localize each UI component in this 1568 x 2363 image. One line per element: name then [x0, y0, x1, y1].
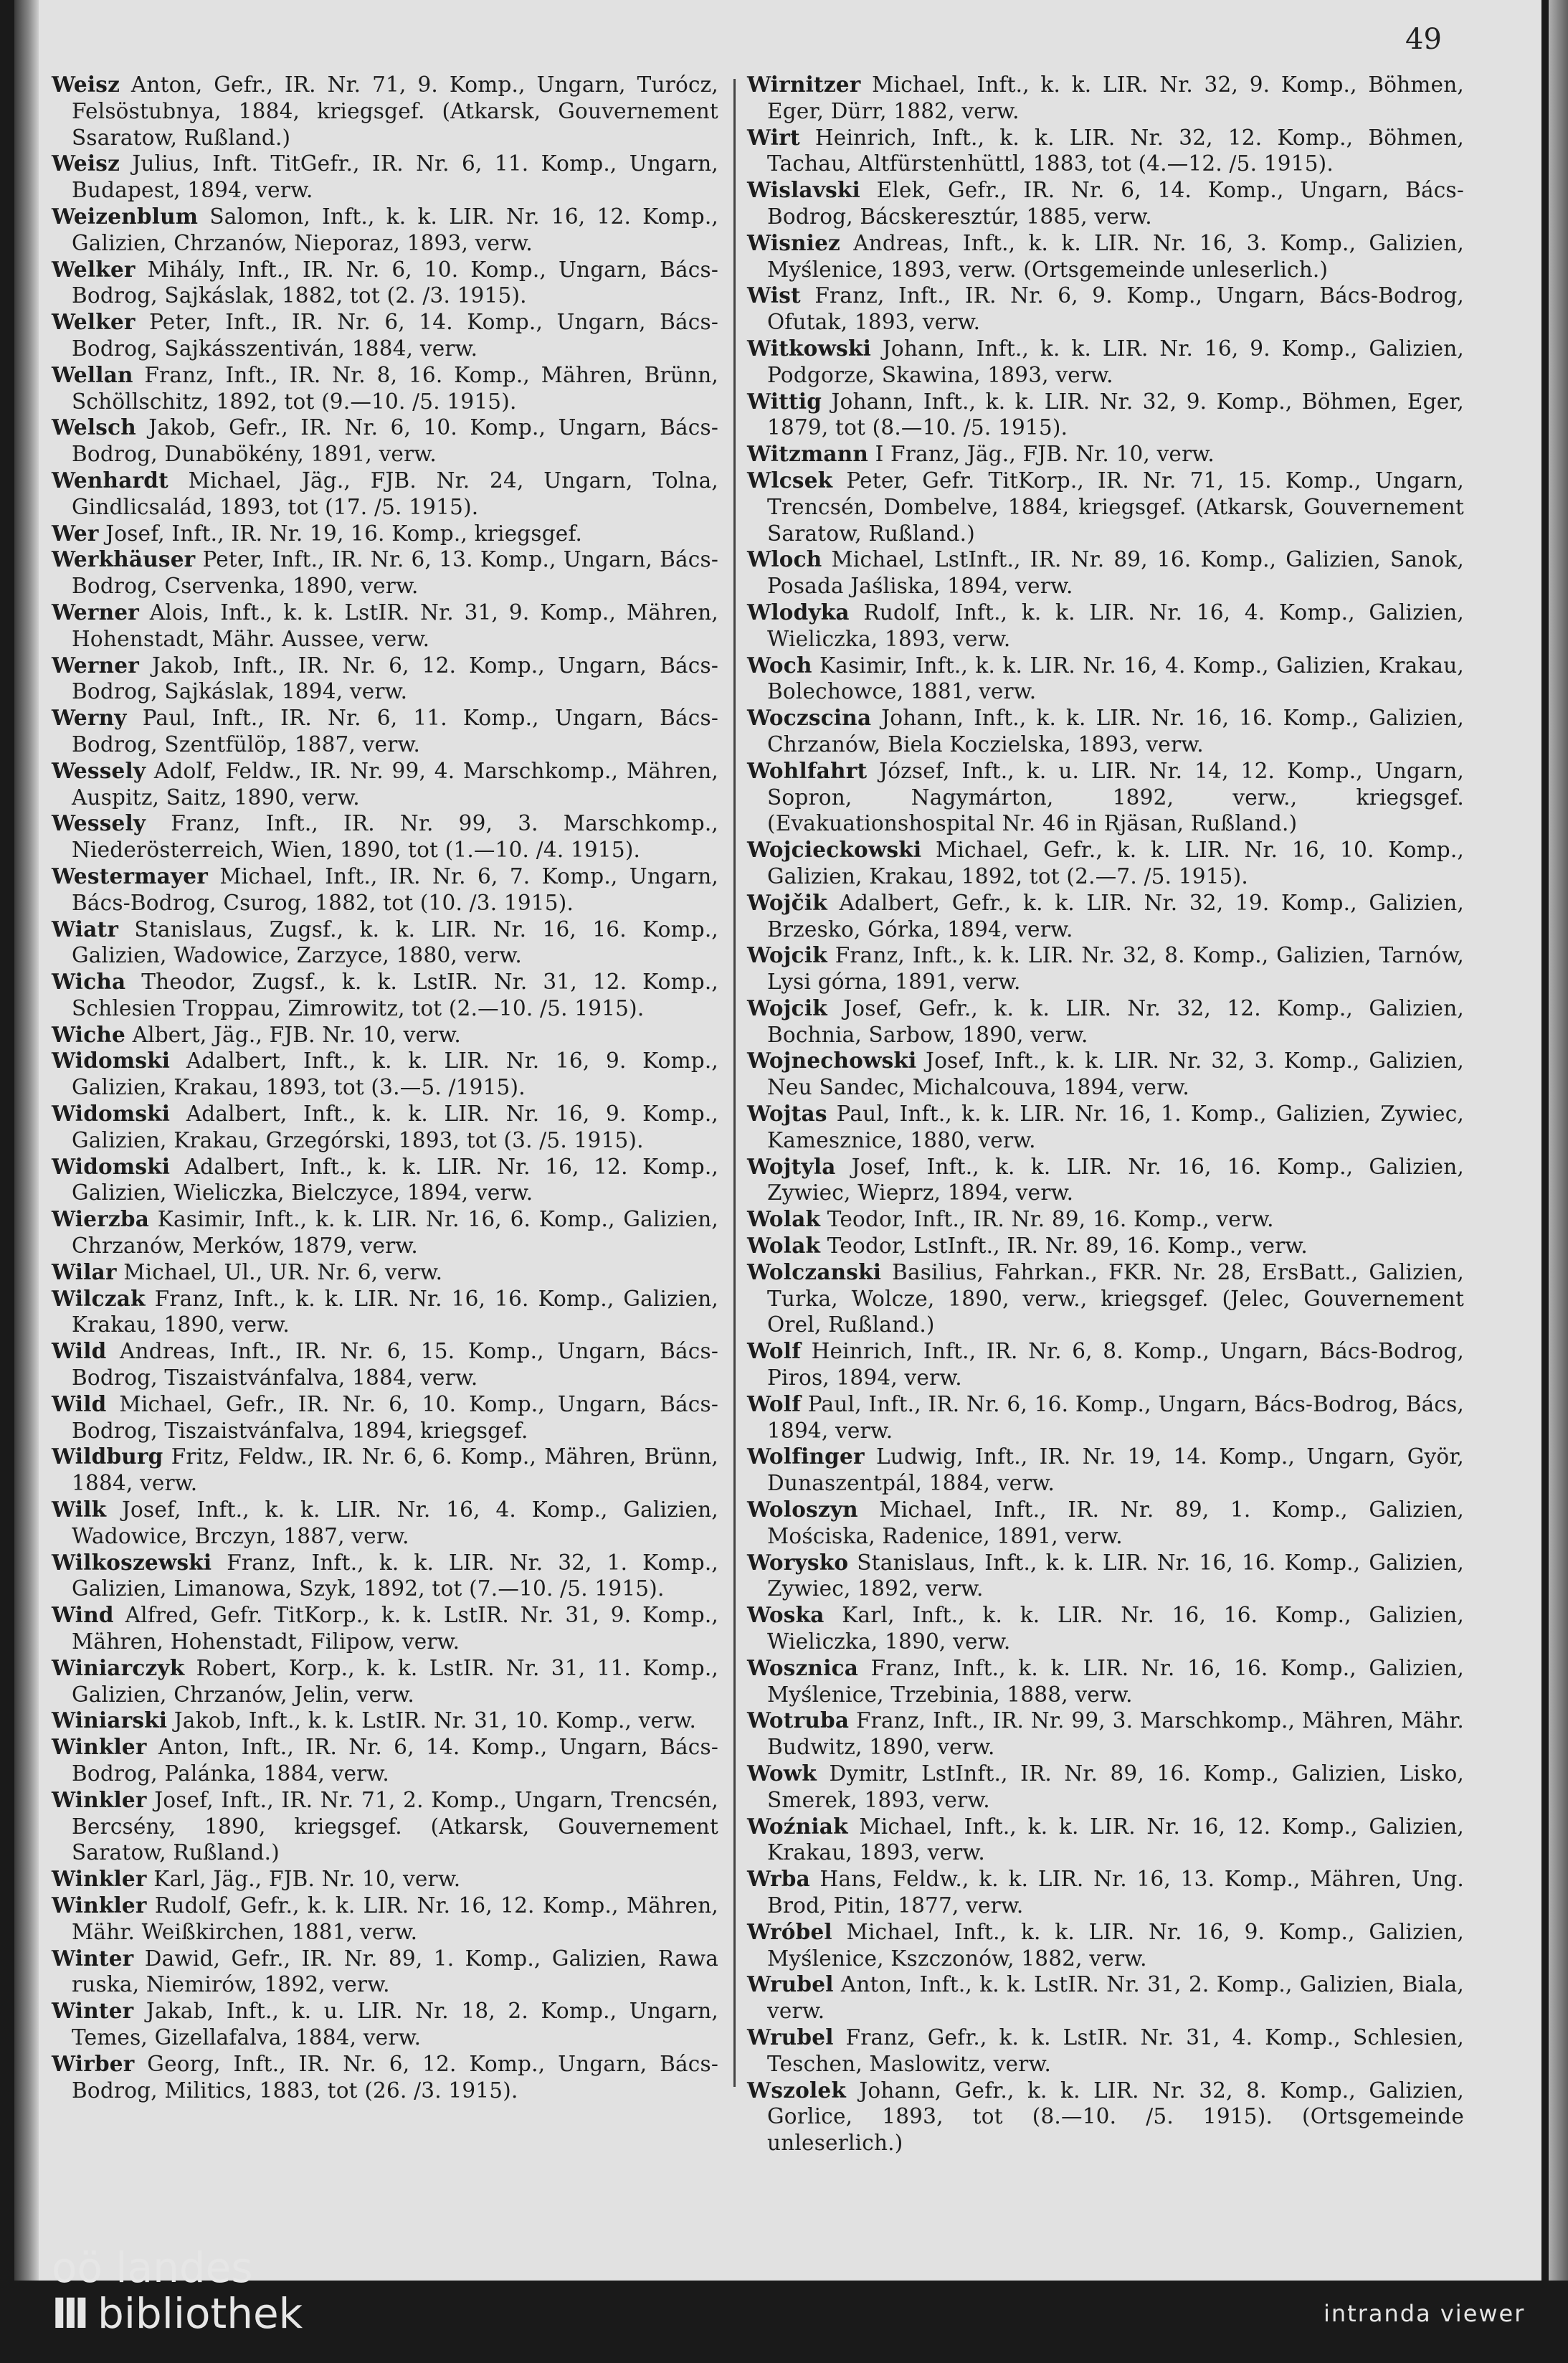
register-entry	[747, 230, 1464, 283]
register-entry	[747, 389, 1464, 442]
entry-surname: Wer	[52, 520, 99, 546]
entry-details: Michael, Ul., UR. Nr. 6, verw.	[116, 1259, 443, 1284]
entry-details: Jakob, Inft., k. k. LstIR. Nr. 31, 10. Komp., verw.	[167, 1708, 697, 1733]
entry-surname: Winkler	[52, 1866, 147, 1892]
register-entry	[747, 600, 1464, 653]
entry-surname: Widomski	[52, 1101, 171, 1127]
entry-surname: Winter	[52, 1998, 134, 2024]
entry-details: Peter, Inft., IR. Nr. 6, 13. Komp., Ungarn, Bács-Bodrog, Cservenka, 1890, verw.	[72, 547, 718, 599]
entry-surname: Wirber	[52, 2050, 135, 2076]
register-entry	[52, 257, 718, 310]
register-entry	[747, 336, 1464, 389]
entry-surname: Wolak	[747, 1233, 821, 1259]
right-column	[747, 72, 1464, 2156]
entry-surname: Wolf	[747, 1338, 802, 1364]
register-entry	[747, 1444, 1464, 1497]
entry-surname: Wenhardt	[52, 467, 168, 493]
entry-surname: Wilar	[52, 1259, 117, 1284]
register-entry	[747, 995, 1464, 1048]
register-entry	[52, 1550, 718, 1603]
register-entry	[747, 1206, 1464, 1233]
register-entry	[52, 1787, 718, 1866]
entry-details: Johann, Inft., k. k. LIR. Nr. 32, 9. Komp., Böhmen, Eger, 1879, tot (8.—10. /5. 1915).	[767, 389, 1464, 440]
register-entry	[747, 1708, 1464, 1761]
entry-details: Rudolf, Inft., k. k. LIR. Nr. 16, 4. Komp., Galizien, Wieliczka, 1893, verw.	[767, 600, 1464, 651]
register-entry	[747, 837, 1464, 890]
entry-details: Michael, Jäg., FJB. Nr. 24, Ungarn, Tolna, Gindlicsalád, 1893, tot (17. /5. 1915).	[72, 468, 718, 519]
entry-details: Adalbert, Inft., k. k. LIR. Nr. 16, 12. Komp., Galizien, Wieliczka, Bielczyce, 1894, verw.	[72, 1154, 718, 1206]
entry-surname: Widomski	[52, 1153, 171, 1179]
entry-surname: Wrba	[747, 1866, 810, 1892]
register-entry	[52, 1259, 718, 1286]
register-entry	[52, 309, 718, 362]
entry-details: Paul, Inft., IR. Nr. 6, 16. Komp., Ungarn, Bács-Bodrog, Bács, 1894, verw.	[767, 1391, 1464, 1443]
register-entry	[747, 72, 1464, 125]
register-entry	[747, 125, 1464, 178]
entry-surname: Wilk	[52, 1497, 107, 1523]
entry-surname: Winkler	[52, 1786, 147, 1812]
entry-surname: Wosznica	[747, 1654, 859, 1680]
register-entry	[52, 1206, 718, 1259]
entry-surname: Wilkoszewski	[52, 1549, 212, 1575]
logo-line-2-wrap	[52, 2291, 303, 2336]
left-column	[52, 72, 718, 2103]
register-entry	[747, 705, 1464, 758]
entry-details: Adalbert, Inft., k. k. LIR. Nr. 16, 9. Komp., Galizien, Krakau, Grzegórski, 1893, tot (3. /5. 1915).	[72, 1102, 718, 1152]
register-entry	[52, 969, 718, 1022]
page-number: 49	[1405, 23, 1442, 56]
register-entry	[52, 468, 718, 521]
entry-details: Theodor, Zugsf., k. k. LstIR. Nr. 31, 12. Komp., Schlesien Troppau, Zimrowitz, tot (2.—10. /5. 1915).	[72, 970, 718, 1021]
entry-details: Josef, Inft., IR. Nr. 19, 16. Komp., kriegsgef.	[98, 521, 583, 546]
entry-details: Franz, Inft., IR. Nr. 99, 3. Marschkomp., Niederösterreich, Wien, 1890, tot (1.—10. /4. 1915).	[72, 811, 718, 863]
entry-details: Michael, Inft., IR. Nr. 89, 1. Komp., Galizien, Mościska, Radenice, 1891, verw.	[767, 1497, 1464, 1548]
register-entry	[52, 758, 718, 811]
register-entry	[52, 521, 718, 547]
register-entry	[52, 863, 718, 917]
entry-details: Josef, Inft., IR. Nr. 71, 2. Komp., Ungarn, Trencsén, Bercsény, 1890, kriegsgef. (Atkarsk, Gouvernement Saratow, Rußland.)	[72, 1787, 718, 1865]
entry-details: Anton, Gefr., IR. Nr. 71, 9. Komp., Ungarn, Turócz, Felsöstubnya, 1884, kriegsgef. (Atkarsk, Gouvernement Ssaratow, Rußland.)	[72, 72, 718, 150]
entry-surname: Winkler	[52, 1734, 147, 1760]
entry-details: Franz, Gefr., k. k. LstIR. Nr. 31, 4. Komp., Schlesien, Teschen, Maslowitz, verw.	[767, 2025, 1464, 2076]
entry-details: Alois, Inft., k. k. LstIR. Nr. 31, 9. Komp., Mähren, Hohenstadt, Mähr. Aussee, verw.	[72, 600, 718, 651]
register-entry	[52, 705, 718, 758]
register-entry	[52, 1893, 718, 1946]
entry-surname: Wellan	[52, 361, 133, 387]
entry-surname: Wojčik	[747, 889, 827, 915]
entry-surname: Wojcik	[747, 995, 827, 1021]
entry-surname: Wilczak	[52, 1285, 146, 1311]
entry-details: Jakob, Gefr., IR. Nr. 6, 10. Komp., Ungarn, Bács-Bodrog, Dunabökény, 1891, verw.	[72, 415, 718, 467]
entry-surname: Widomski	[52, 1048, 171, 1074]
entry-details: Karl, Inft., k. k. LIR. Nr. 16, 16. Komp., Galizien, Wieliczka, 1890, verw.	[767, 1603, 1464, 1654]
register-entry	[52, 1946, 718, 1999]
entry-surname: Wolak	[747, 1206, 821, 1232]
entry-details: Basilius, Fahrkan., FKR. Nr. 28, ErsBatt., Galizien, Turka, Wolcze, 1890, verw., kriegsgef. (Jelec, Gouvernement Orel, Rußland.)	[767, 1259, 1464, 1337]
entry-surname: Wlcsek	[747, 467, 833, 493]
entry-details: Robert, Korp., k. k. LstIR. Nr. 31, 11. Komp., Galizien, Chrzanów, Jelin, verw.	[72, 1655, 718, 1707]
register-entry	[747, 653, 1464, 706]
register-entry	[747, 1919, 1464, 1972]
entry-details: Johann, Inft., k. k. LIR. Nr. 16, 9. Komp., Galizien, Podgorze, Skawina, 1893, verw.	[767, 336, 1464, 387]
entry-surname: Wolfinger	[747, 1444, 865, 1469]
entry-surname: Wirnitzer	[747, 72, 861, 97]
register-entry	[52, 72, 718, 151]
entry-details: I Franz, Jäg., FJB. Nr. 10, verw.	[868, 442, 1215, 467]
entry-details: Franz, Inft., k. k. LIR. Nr. 16, 16. Komp., Galizien, Myślenice, Trzebinia, 1888, verw.	[767, 1655, 1464, 1707]
entry-details: Dawid, Gefr., IR. Nr. 89, 1. Komp., Galizien, Rawa ruska, Niemirów, 1892, verw.	[72, 1946, 718, 1997]
entry-surname: Wolf	[747, 1391, 802, 1416]
register-entry	[52, 810, 718, 863]
entry-surname: Wirt	[747, 124, 800, 150]
entry-details: Rudolf, Gefr., k. k. LIR. Nr. 16, 12. Komp., Mähren, Mähr. Weißkirchen, 1881, verw.	[72, 1893, 718, 1944]
entry-details: Karl, Jäg., FJB. Nr. 10, verw.	[146, 1867, 461, 1892]
entry-details: Anton, Inft., k. k. LstIR. Nr. 31, 2. Komp., Galizien, Biala, verw.	[767, 1972, 1464, 2024]
entry-details: Kasimir, Inft., k. k. LIR. Nr. 16, 6. Komp., Galizien, Chrzanów, Merków, 1879, verw.	[72, 1207, 718, 1259]
register-entry	[52, 600, 718, 653]
register-entry	[52, 917, 718, 970]
register-entry	[747, 468, 1464, 546]
entry-surname: Wiatr	[52, 916, 119, 942]
register-entry	[52, 2051, 718, 2104]
entry-details: Michael, Gefr., IR. Nr. 6, 10. Komp., Ungarn, Bács-Bodrog, Tiszaistvánfalva, 1894, kriegsgef.	[72, 1391, 718, 1443]
entry-surname: Woch	[747, 652, 812, 678]
register-entry	[747, 1101, 1464, 1154]
register-entry	[747, 177, 1464, 230]
register-entry	[52, 1391, 718, 1444]
entry-surname: Wojcik	[747, 942, 827, 968]
register-entry	[52, 1655, 718, 1708]
entry-surname: Wojtyla	[747, 1153, 836, 1179]
register-entry	[52, 415, 718, 468]
entry-surname: Wróbel	[747, 1918, 832, 1944]
register-entry	[747, 441, 1464, 468]
entry-surname: Wojtas	[747, 1101, 827, 1127]
entry-details: Franz, Inft., k. k. LIR. Nr. 16, 16. Komp., Galizien, Krakau, 1890, verw.	[72, 1286, 718, 1337]
register-entry	[747, 2025, 1464, 2078]
entry-details: Elek, Gefr., IR. Nr. 6, 14. Komp., Ungarn, Bács-Bodrog, Bácskeresztúr, 1885, verw.	[767, 178, 1464, 229]
register-entry	[52, 1101, 718, 1154]
entry-details: Josef, Gefr., k. k. LIR. Nr. 32, 12. Komp., Galizien, Bochnia, Sarbow, 1890, verw.	[767, 995, 1464, 1047]
entry-details: Josef, Inft., k. k. LIR. Nr. 16, 16. Komp., Galizien, Zywiec, Wieprz, 1894, verw.	[767, 1154, 1464, 1206]
entry-surname: Werner	[52, 652, 139, 678]
entry-surname: Woczscina	[747, 705, 872, 731]
entry-details: Heinrich, Inft., IR. Nr. 6, 8. Komp., Ungarn, Bács-Bodrog, Piros, 1894, verw.	[767, 1339, 1464, 1391]
register-entry	[52, 362, 718, 415]
entry-details: Adalbert, Gefr., k. k. LIR. Nr. 32, 19. Komp., Galizien, Brzesko, Górka, 1894, verw.	[767, 890, 1464, 942]
entry-details: Kasimir, Inft., k. k. LIR. Nr. 16, 4. Komp., Galizien, Krakau, Bolechowce, 1881, verw.	[767, 653, 1464, 704]
logo-line-2: bibliothek	[98, 2289, 303, 2338]
entry-details: Teodor, LstInft., IR. Nr. 89, 16. Komp., verw.	[820, 1233, 1308, 1259]
page-left-edge	[14, 0, 39, 2281]
entry-surname: Weisz	[52, 151, 120, 176]
entry-surname: Wrubel	[747, 1971, 834, 1997]
viewer-label[interactable]: intranda viewer	[1324, 2300, 1526, 2327]
entry-surname: Wessely	[52, 810, 146, 836]
entry-surname: Westermayer	[52, 863, 209, 889]
logo-bars-icon: III	[52, 2289, 85, 2338]
entry-details: Michael, Inft., IR. Nr. 6, 7. Komp., Ungarn, Bács-Bodrog, Csurog, 1882, tot (10. /3. 1915).	[72, 863, 718, 915]
entry-surname: Wiche	[52, 1021, 125, 1047]
entry-surname: Wildburg	[52, 1444, 163, 1469]
register-entry	[52, 1734, 718, 1787]
entry-details: Paul, Inft., k. k. LIR. Nr. 16, 1. Komp., Galizien, Zywiec, Kamesznice, 1880, verw.	[767, 1102, 1464, 1152]
entry-surname: Woźniak	[747, 1813, 848, 1839]
register-entry	[52, 1444, 718, 1497]
register-entry	[52, 1866, 718, 1893]
register-entry	[52, 151, 718, 204]
register-entry	[52, 1286, 718, 1339]
entry-surname: Welker	[52, 256, 136, 282]
register-entry	[52, 1497, 718, 1550]
entry-details: Michael, Gefr., k. k. LIR. Nr. 16, 10. Komp., Galizien, Krakau, 1892, tot (2.—7. /5. 1915).	[767, 838, 1464, 889]
register-entry	[747, 758, 1464, 837]
register-entry	[52, 1022, 718, 1048]
entry-surname: Wojnechowski	[747, 1048, 917, 1074]
entry-details: Peter, Inft., IR. Nr. 6, 14. Komp., Ungarn, Bács-Bodrog, Sajkásszentiván, 1884, verw.	[72, 310, 718, 361]
entry-surname: Wszolek	[747, 2077, 846, 2103]
entry-surname: Wojcieckowski	[747, 837, 922, 863]
entry-surname: Wolczanski	[747, 1259, 882, 1284]
entry-surname: Witkowski	[747, 335, 872, 361]
register-entry	[747, 1761, 1464, 1814]
register-entry	[52, 1048, 718, 1101]
entry-surname: Wild	[52, 1391, 107, 1416]
entry-details: Dymitr, LstInft., IR. Nr. 89, 16. Komp., Galizien, Lisko, Smerek, 1893, verw.	[767, 1761, 1464, 1812]
logo-line-1: oö landes	[52, 2243, 253, 2292]
entry-surname: Wowk	[747, 1761, 817, 1786]
register-entry	[747, 1550, 1464, 1603]
register-entry	[747, 1233, 1464, 1259]
entry-details: Josef, Inft., k. k. LIR. Nr. 16, 4. Komp., Galizien, Wadowice, Brczyn, 1887, verw.	[72, 1497, 718, 1548]
register-entry	[747, 2078, 1464, 2156]
entry-surname: Witzmann	[747, 441, 869, 467]
entry-surname: Welker	[52, 309, 136, 335]
entry-surname: Wild	[52, 1338, 107, 1364]
entry-surname: Wisniez	[747, 229, 841, 255]
entry-details: Jakab, Inft., k. u. LIR. Nr. 18, 2. Komp., Ungarn, Temes, Gizellafalva, 1884, verw.	[72, 1999, 718, 2050]
entry-details: Adolf, Feldw., IR. Nr. 99, 4. Marschkomp., Mähren, Auspitz, Saitz, 1890, verw.	[72, 758, 718, 810]
entry-surname: Werny	[52, 705, 127, 731]
register-entry	[747, 1814, 1464, 1867]
column-divider	[733, 79, 736, 2087]
register-entry	[747, 1259, 1464, 1338]
register-entry	[747, 1497, 1464, 1550]
entry-details: Johann, Gefr., k. k. LIR. Nr. 32, 8. Komp., Galizien, Gorlice, 1893, tot (8.—10. /5. 1915). (Ortsgemeinde unleserlich.)	[767, 2078, 1464, 2156]
register-entry	[747, 1338, 1464, 1391]
register-entry	[747, 1971, 1464, 2025]
entry-surname: Weisz	[52, 72, 120, 97]
entry-surname: Winter	[52, 1945, 134, 1971]
register-entry	[747, 1048, 1464, 1101]
register-entry	[747, 1602, 1464, 1655]
register-entry	[747, 942, 1464, 995]
entry-surname: Wist	[747, 283, 801, 308]
entry-details: Fritz, Feldw., IR. Nr. 6, 6. Komp., Mähren, Brünn, 1884, verw.	[72, 1444, 718, 1496]
scanned-page	[14, 0, 1541, 2281]
register-entry	[747, 1391, 1464, 1444]
register-entry	[747, 890, 1464, 943]
entry-surname: Wind	[52, 1602, 114, 1628]
entry-details: Stanislaus, Inft., k. k. LIR. Nr. 16, 16. Komp., Galizien, Zywiec, 1892, verw.	[767, 1550, 1464, 1601]
entry-details: Hans, Feldw., k. k. LIR. Nr. 16, 13. Komp., Mähren, Ung. Brod, Pitin, 1877, verw.	[767, 1867, 1464, 1918]
entry-details: Adalbert, Inft., k. k. LIR. Nr. 16, 9. Komp., Galizien, Krakau, 1893, tot (3.—5. /1915).	[72, 1048, 718, 1100]
register-entry	[747, 283, 1464, 336]
register-entry	[52, 1338, 718, 1391]
register-entry	[52, 1998, 718, 2051]
entry-surname: Welsch	[52, 415, 136, 440]
entry-details: Andreas, Inft., k. k. LIR. Nr. 16, 3. Komp., Galizien, Myślenice, 1893, verw. (Ortsgemeinde unleserlich.)	[767, 230, 1464, 282]
entry-surname: Winiarczyk	[52, 1654, 185, 1680]
entry-details: Andreas, Inft., IR. Nr. 6, 15. Komp., Ungarn, Bács-Bodrog, Tiszaistvánfalva, 1884, verw.	[72, 1339, 718, 1391]
entry-surname: Wessely	[52, 757, 146, 783]
register-entry	[52, 546, 718, 600]
entry-details: Michael, Inft., k. k. LIR. Nr. 32, 9. Komp., Böhmen, Eger, Dürr, 1882, verw.	[767, 72, 1464, 123]
entry-details: Franz, Inft., k. k. LIR. Nr. 32, 8. Komp., Galizien, Tarnów, Lysi górna, 1891, verw.	[767, 943, 1464, 995]
page-right-edge	[1549, 0, 1568, 2281]
entry-details: Franz, Inft., IR. Nr. 6, 9. Komp., Ungarn, Bács-Bodrog, Ofutak, 1893, verw.	[767, 283, 1464, 335]
entry-details: Ludwig, Inft., IR. Nr. 19, 14. Komp., Ungarn, Györ, Dunaszentpál, 1884, verw.	[767, 1444, 1464, 1496]
entry-details: Teodor, Inft., IR. Nr. 89, 16. Komp., verw.	[820, 1207, 1274, 1232]
entry-surname: Winiarski	[52, 1708, 168, 1733]
entry-surname: Wlodyka	[747, 599, 850, 625]
entry-surname: Wotruba	[747, 1708, 850, 1733]
entry-details: Salomon, Inft., k. k. LIR. Nr. 16, 12. Komp., Galizien, Chrzanów, Nieporaz, 1893, verw.	[72, 204, 718, 255]
entry-details: Michael, Inft., k. k. LIR. Nr. 16, 9. Komp., Galizien, Myślenice, Kszczonów, 1882, verw.	[767, 1919, 1464, 1971]
register-entry	[52, 204, 718, 257]
entry-surname: Wrubel	[747, 2024, 834, 2050]
entry-details: Franz, Inft., IR. Nr. 99, 3. Marschkomp., Mähren, Mähr. Budwitz, 1890, verw.	[767, 1708, 1464, 1760]
register-entry	[52, 1602, 718, 1655]
entry-details: Heinrich, Inft., k. k. LIR. Nr. 32, 12. Komp., Böhmen, Tachau, Altfürstenhüttl, 1883, tot (4.—12. /5. 1915).	[767, 125, 1464, 176]
register-entry	[52, 1708, 718, 1734]
entry-surname: Wittig	[747, 388, 822, 414]
entry-surname: Wicha	[52, 969, 126, 995]
entry-details: Jakob, Inft., IR. Nr. 6, 12. Komp., Ungarn, Bács-Bodrog, Sajkáslak, 1894, verw.	[72, 653, 718, 704]
entry-details: Franz, Inft., IR. Nr. 8, 16. Komp., Mähren, Brünn, Schöllschitz, 1892, tot (9.—10. /5. 1915).	[72, 362, 718, 414]
entry-details: Franz, Inft., k. k. LIR. Nr. 32, 1. Komp., Galizien, Limanowa, Szyk, 1892, tot (7.—10. /5. 1915).	[72, 1550, 718, 1601]
entry-details: József, Inft., k. u. LIR. Nr. 14, 12. Komp., Ungarn, Sopron, Nagymárton, 1892, verw., kriegsgef. (Evakuationshospital Nr. 46 in Rjäsan, Rußland.)	[767, 758, 1464, 836]
entry-surname: Woloszyn	[747, 1497, 858, 1523]
register-entry	[747, 1866, 1464, 1919]
register-entry	[52, 1154, 718, 1207]
entry-details: Stanislaus, Zugsf., k. k. LIR. Nr. 16, 16. Komp., Galizien, Wadowice, Zarzyce, 1880, verw.	[72, 917, 718, 968]
entry-details: Mihály, Inft., IR. Nr. 6, 10. Komp., Ungarn, Bács-Bodrog, Sajkáslak, 1882, tot (2. /3. 1915).	[72, 257, 718, 308]
entry-details: Georg, Inft., IR. Nr. 6, 12. Komp., Ungarn, Bács-Bodrog, Militics, 1883, tot (26. /3. 1915).	[72, 2051, 718, 2103]
entry-surname: Winkler	[52, 1892, 147, 1918]
register-entry	[52, 653, 718, 706]
entry-surname: Werner	[52, 599, 139, 625]
entry-surname: Wloch	[747, 546, 822, 572]
entry-details: Michael, LstInft., IR. Nr. 89, 16. Komp., Galizien, Sanok, Posada Jaśliska, 1894, verw.	[767, 547, 1464, 599]
entry-details: Josef, Inft., k. k. LIR. Nr. 32, 3. Komp., Galizien, Neu Sandec, Michalcouva, 1894, verw.	[767, 1048, 1464, 1100]
entry-details: Albert, Jäg., FJB. Nr. 10, verw.	[125, 1022, 461, 1047]
entry-details: Peter, Gefr. TitKorp., IR. Nr. 71, 15. Komp., Ungarn, Trencsén, Dombelve, 1884, kriegsgef. (Atkarsk, Gouvernement Saratow, Rußland.)	[767, 468, 1464, 546]
entry-details: Paul, Inft., IR. Nr. 6, 11. Komp., Ungarn, Bács-Bodrog, Szentfülöp, 1887, verw.	[72, 706, 718, 757]
entry-details: Michael, Inft., k. k. LIR. Nr. 16, 12. Komp., Galizien, Krakau, 1893, verw.	[767, 1814, 1464, 1865]
entry-surname: Wierzba	[52, 1206, 150, 1232]
entry-surname: Wohlfahrt	[747, 757, 868, 783]
entry-surname: Werkhäuser	[52, 546, 196, 572]
entry-surname: Woska	[747, 1602, 825, 1628]
entry-details: Julius, Inft. TitGefr., IR. Nr. 6, 11. Komp., Ungarn, Budapest, 1894, verw.	[72, 151, 718, 203]
register-entry	[747, 1655, 1464, 1708]
entry-details: Anton, Inft., IR. Nr. 6, 14. Komp., Ungarn, Bács-Bodrog, Palánka, 1884, verw.	[72, 1735, 718, 1786]
register-entry	[747, 1154, 1464, 1207]
register-entry	[747, 546, 1464, 600]
entry-surname: Weizenblum	[52, 203, 199, 229]
entry-details: Alfred, Gefr. TitKorp., k. k. LstIR. Nr. 31, 9. Komp., Mähren, Hohenstadt, Filipow, verw.	[72, 1603, 718, 1654]
library-logo[interactable]	[52, 2245, 303, 2336]
entry-surname: Worysko	[747, 1549, 849, 1575]
entry-surname: Wislavski	[747, 177, 860, 203]
entry-details: Johann, Inft., k. k. LIR. Nr. 16, 16. Komp., Galizien, Chrzanów, Biela Koczielska, 1893, verw.	[767, 706, 1464, 757]
